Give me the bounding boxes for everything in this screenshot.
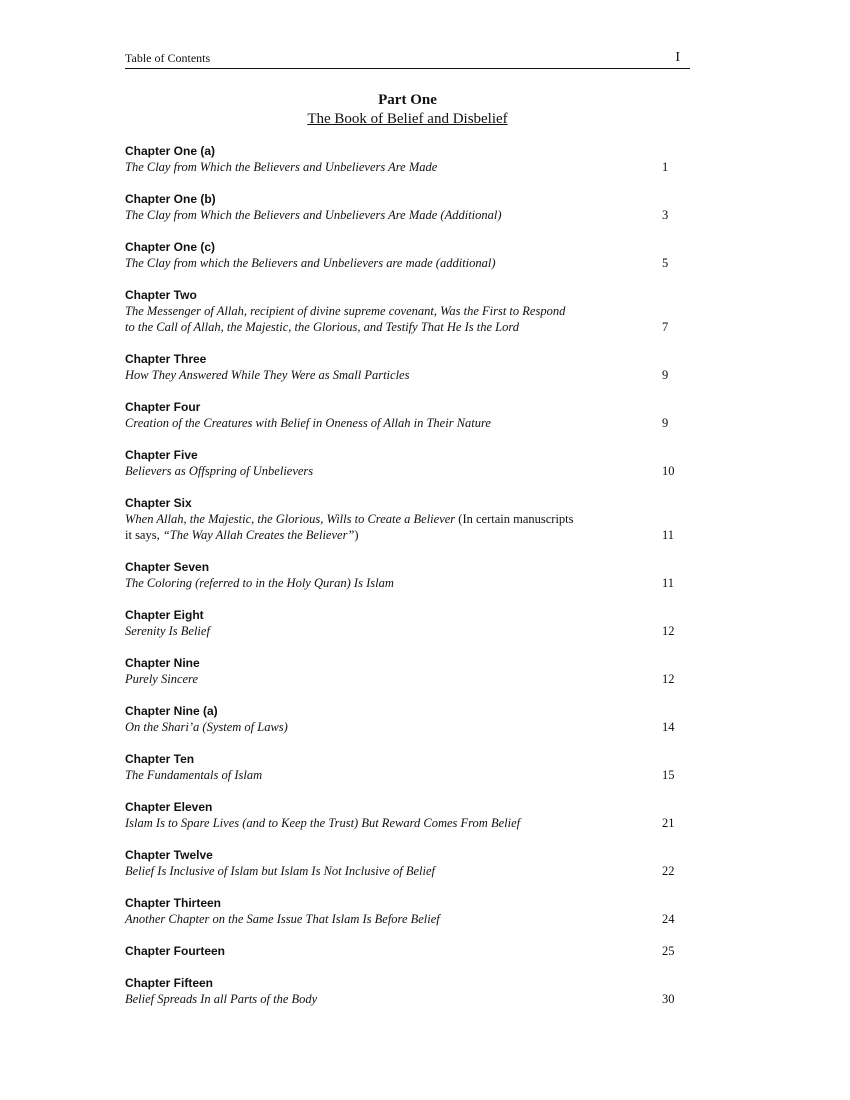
chapter-title: Purely Sincere	[125, 672, 198, 686]
toc-entry[interactable]	[125, 655, 690, 687]
chapter-label: Chapter Three	[125, 352, 207, 366]
chapter-label: Chapter Two	[125, 288, 197, 302]
chapter-label: Chapter Nine (a)	[125, 704, 218, 718]
chapter-title-line: to the Call of Allah, the Majestic, the Glorious, and Testify That He Is the Lord	[125, 320, 519, 334]
chapter-page-number: 9	[662, 416, 669, 430]
chapter-page-number: 22	[662, 864, 675, 878]
chapter-title-line: The Messenger of Allah, recipient of divine supreme covenant, Was the First to Respond	[125, 304, 566, 318]
chapter-title-note: )	[354, 528, 359, 542]
chapter-page-number: 24	[662, 912, 675, 926]
chapter-title	[125, 511, 635, 543]
toc-entry[interactable]	[125, 399, 690, 431]
chapter-label: Chapter Seven	[125, 560, 210, 574]
chapter-page-number: 11	[662, 528, 675, 542]
chapter-title-note: it says,	[125, 528, 163, 542]
chapter-page-number: 12	[662, 624, 675, 638]
chapter-label: Chapter Fifteen	[125, 976, 214, 990]
chapter-title-italic: “The Way Allah Creates the Believer”	[162, 528, 355, 542]
toc-entry[interactable]	[125, 847, 690, 879]
chapter-title: Creation of the Creatures with Belief in Oneness of Allah in Their Nature	[125, 416, 491, 430]
header-title: Table of Contents	[125, 51, 211, 65]
chapter-title: Believers as Offspring of Unbelievers	[125, 464, 314, 478]
chapter-page-number: 25	[662, 944, 675, 958]
part-title: Part One	[378, 92, 437, 108]
chapter-page-number: 1	[662, 160, 669, 174]
toc-entry[interactable]	[125, 239, 690, 271]
chapter-title: Another Chapter on the Same Issue That Islam Is Before Belief	[125, 912, 440, 926]
header-page-number: I	[675, 50, 680, 65]
toc-entry[interactable]	[125, 799, 690, 831]
table-of-contents	[125, 143, 690, 1007]
chapter-page-number: 21	[662, 816, 675, 830]
chapter-title: The Fundamentals of Islam	[125, 768, 263, 782]
chapter-title: Islam Is to Spare Lives (and to Keep the Trust) But Reward Comes From Belief	[125, 816, 521, 830]
chapter-page-number: 15	[662, 768, 675, 782]
chapter-label: Chapter Ten	[125, 752, 195, 766]
chapter-title: The Clay from Which the Believers and Unbelievers Are Made	[125, 160, 438, 174]
chapter-label: Chapter Nine	[125, 656, 200, 670]
chapter-label: Chapter Five	[125, 448, 198, 462]
chapter-title: The Coloring (referred to in the Holy Quran) Is Islam	[125, 576, 394, 590]
chapter-label: Chapter Thirteen	[125, 896, 222, 910]
toc-entry[interactable]	[125, 975, 690, 1007]
toc-entry[interactable]	[125, 447, 690, 479]
chapter-title: Serenity Is Belief	[125, 624, 210, 638]
toc-entry[interactable]	[125, 751, 690, 783]
toc-entry[interactable]	[125, 895, 690, 927]
toc-entry[interactable]	[125, 191, 690, 223]
chapter-title: How They Answered While They Were as Small Particles	[125, 368, 410, 382]
chapter-label: Chapter Fourteen	[125, 944, 226, 958]
chapter-title	[125, 303, 635, 335]
chapter-title-italic: When Allah, the Majestic, the Glorious, Wills to Create a Believer	[125, 512, 456, 526]
chapter-label: Chapter Twelve	[125, 848, 213, 862]
chapter-title: The Clay from which the Believers and Unbelievers are made (additional)	[125, 256, 496, 270]
chapter-page-number: 7	[662, 320, 669, 334]
chapter-title: Belief Is Inclusive of Islam but Islam Is Not Inclusive of Belief	[125, 864, 435, 878]
chapter-label: Chapter One (b)	[125, 192, 216, 206]
document-page	[125, 50, 690, 1023]
book-title: The Book of Belief and Disbelief	[307, 111, 508, 127]
chapter-page-number: 30	[662, 992, 675, 1006]
chapter-page-number: 10	[662, 464, 675, 478]
toc-entry[interactable]	[125, 607, 690, 639]
chapter-title: On the Shari’a (System of Laws)	[125, 720, 288, 734]
chapter-page-number: 5	[662, 256, 669, 270]
chapter-page-number: 11	[662, 576, 675, 590]
chapter-page-number: 12	[662, 672, 675, 686]
chapter-label: Chapter One (a)	[125, 144, 216, 158]
chapter-page-number: 3	[662, 208, 669, 222]
toc-entry[interactable]	[125, 943, 690, 959]
chapter-title: The Clay from Which the Believers and Unbelievers Are Made (Additional)	[125, 208, 502, 222]
chapter-page-number: 9	[662, 368, 669, 382]
chapter-label: Chapter One (c)	[125, 240, 216, 254]
chapter-title: Belief Spreads In all Parts of the Body	[125, 992, 318, 1006]
running-header	[125, 50, 690, 69]
chapter-label: Chapter Eleven	[125, 800, 213, 814]
toc-entry[interactable]	[125, 495, 690, 543]
chapter-title-note: (In certain manuscripts	[455, 512, 574, 526]
chapter-label: Chapter Four	[125, 400, 201, 414]
toc-entry[interactable]	[125, 559, 690, 591]
toc-entry[interactable]	[125, 287, 690, 335]
toc-entry[interactable]	[125, 351, 690, 383]
toc-entry[interactable]	[125, 143, 690, 175]
toc-entry[interactable]	[125, 703, 690, 735]
chapter-label: Chapter Eight	[125, 608, 204, 622]
chapter-label: Chapter Six	[125, 496, 192, 510]
chapter-page-number: 14	[662, 720, 675, 734]
